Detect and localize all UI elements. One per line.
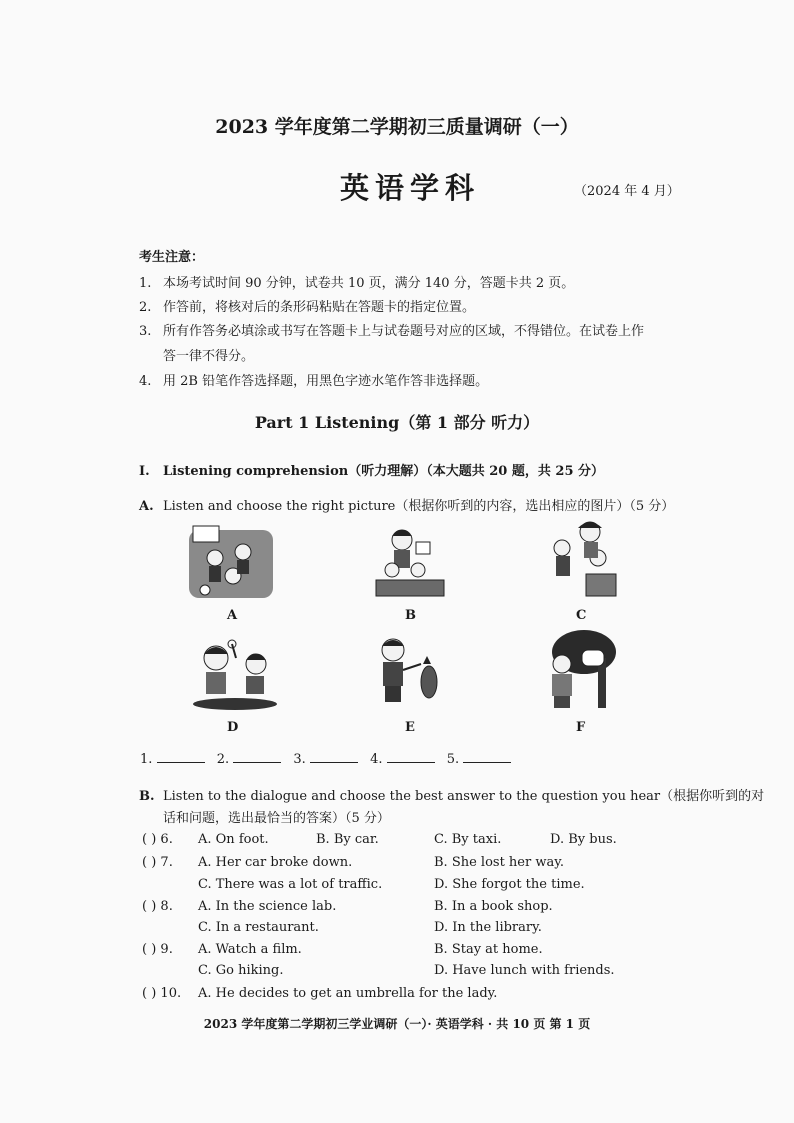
q7-option-a: A. Her car broke down.	[198, 855, 353, 870]
answer-blank-3[interactable]	[310, 752, 358, 763]
question-7: ( ) 7.	[142, 855, 173, 870]
page-footer: 2023 学年度第二学期初三学业调研（一）· 英语学科 · 共 10 页 第 1 页	[203, 1017, 591, 1031]
kids-playing-ball-icon	[185, 522, 277, 602]
q9-option-b: B. Stay at home.	[434, 942, 543, 957]
q7-option-b: B. She lost her way.	[434, 855, 564, 870]
notice-item-2: 2. 作答前，将核对后的条形码粘贴在答题卡的指定位置。	[139, 300, 476, 315]
question-9: ( ) 9.	[142, 942, 173, 957]
q8-option-c: C. In a restaurant.	[198, 920, 319, 935]
picture-label-b: B	[405, 608, 416, 623]
section-I-heading: I. Listening comprehension（听力理解）（本大题共 20 题，共 25 分）	[139, 464, 605, 479]
notice-item-1: 1. 本场考试时间 90 分钟，试卷共 10 页，满分 140 分，答题卡共 2 页。	[139, 276, 575, 291]
answer-blanks: 1. 2. 3. 4. 5.	[140, 752, 519, 767]
answer-blank-1[interactable]	[157, 752, 205, 763]
picture-label-c: C	[576, 608, 587, 623]
notice-item-3: 3. 所有作答务必填涂或书写在答题卡上与试卷题号对应的区域，不得错位。在试卷上作	[139, 324, 645, 339]
question-10: ( ) 10.	[142, 986, 182, 1001]
q6-option-c: C. By taxi.	[434, 832, 502, 847]
q8-option-b: B. In a book shop.	[434, 899, 553, 914]
section-B-heading-cont: 话和问题，选出最恰当的答案）（5 分）	[163, 811, 390, 826]
q9-option-c: C. Go hiking.	[198, 963, 284, 978]
question-6: ( ) 6.	[142, 832, 173, 847]
answer-blank-2[interactable]	[233, 752, 281, 763]
part-title: Part 1 Listening（第 1 部分 听力）	[254, 413, 540, 432]
q9-option-d: D. Have lunch with friends.	[434, 963, 615, 978]
q8-option-a: A. In the science lab.	[198, 899, 337, 914]
picture-label-e: E	[405, 720, 415, 735]
exam-date: （2024 年 4 月）	[574, 184, 680, 199]
q7-option-c: C. There was a lot of traffic.	[198, 877, 383, 892]
notice-item-3-cont: 答一律不得分。	[163, 349, 255, 364]
section-A-heading: A. Listen and choose the right picture（根据你听到的内容，选出相应的图片）（5 分）	[139, 499, 675, 514]
q9-option-a: A. Watch a film.	[198, 942, 302, 957]
notice-item-4: 4. 用 2B 铅笔作答选择题，用黑色字迹水笔作答非选择题。	[139, 374, 489, 389]
answer-blank-5[interactable]	[463, 752, 511, 763]
question-8: ( ) 8.	[142, 899, 173, 914]
sign-board	[193, 526, 219, 542]
man-at-mailbox-icon	[540, 628, 618, 712]
q6-option-b: B. By car.	[316, 832, 379, 847]
picture-label-d: D	[227, 720, 239, 735]
subject-title: 英语学科	[340, 171, 481, 205]
q7-option-d: D. She forgot the time.	[434, 877, 585, 892]
family-cooking-icon	[370, 522, 450, 602]
q6-option-a: A. On foot.	[198, 832, 269, 847]
exam-title: 2023 学年度第二学期初三质量调研（一）	[215, 116, 579, 138]
picture-label-f: F	[576, 720, 586, 735]
notice-title: 考生注意：	[139, 250, 205, 265]
kids-with-sparkler-icon	[190, 636, 280, 712]
family-with-box-icon	[540, 518, 622, 602]
answer-blank-4[interactable]	[387, 752, 435, 763]
q10-option-a: A. He decides to get an umbrella for the lady.	[198, 986, 498, 1001]
q6-option-d: D. By bus.	[550, 832, 617, 847]
section-B-heading: B. Listen to the dialogue and choose the best answer to the question you hear（根据你听到的对	[139, 789, 765, 804]
man-with-cat-icon	[375, 634, 445, 712]
picture-label-a: A	[227, 608, 238, 623]
q8-option-d: D. In the library.	[434, 920, 542, 935]
